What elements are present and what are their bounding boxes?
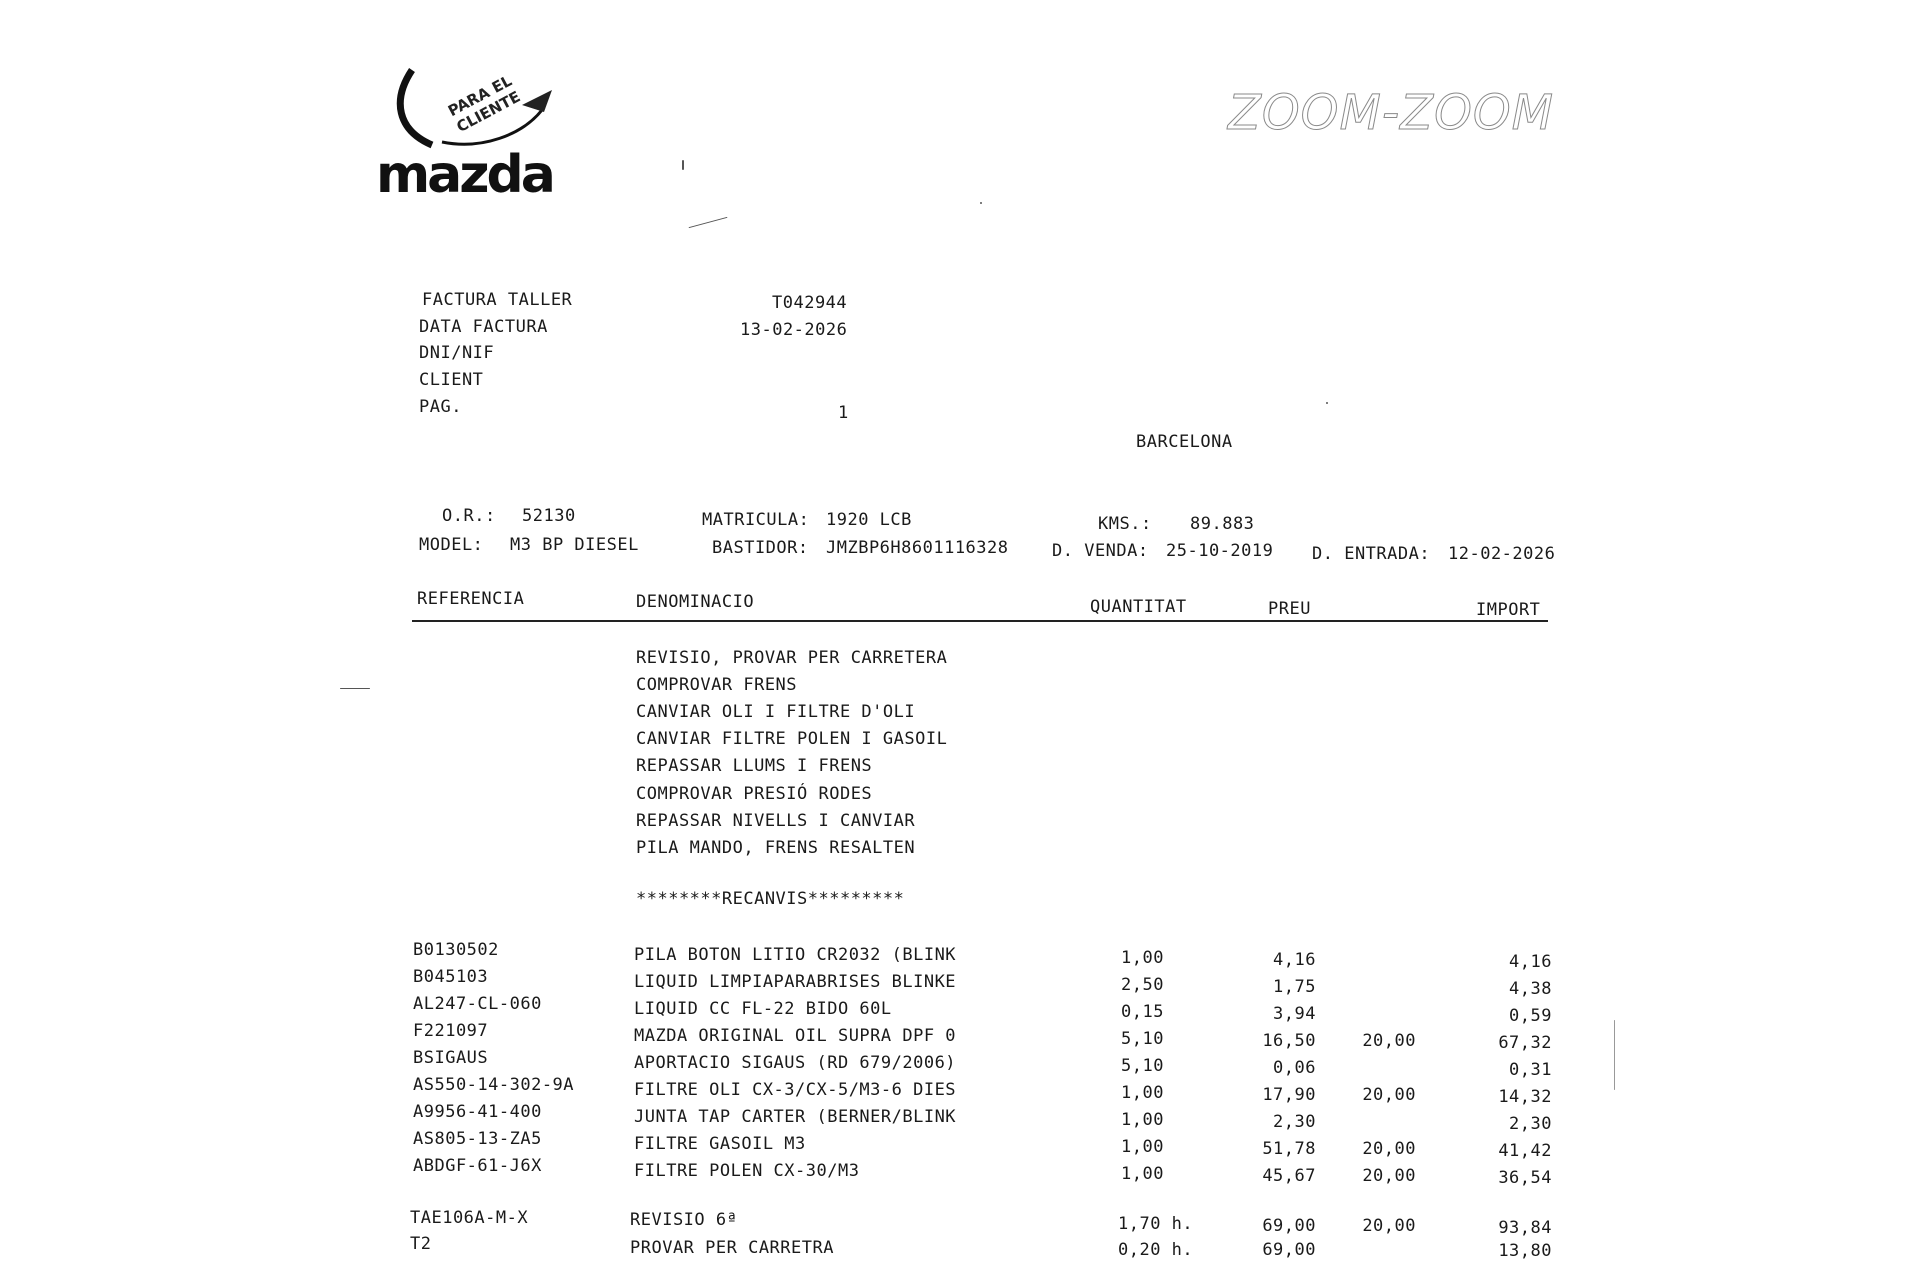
data-factura-label: DATA FACTURA	[419, 317, 548, 337]
row-ref: A9956-41-400	[413, 1102, 542, 1122]
matricula-label: MATRICULA:	[702, 510, 810, 530]
row-amount: 13,80	[1498, 1241, 1552, 1261]
row-price: 3,94	[1273, 1004, 1316, 1024]
row-desc: FILTRE OLI CX-3/CX-5/M3-6 DIES	[634, 1080, 957, 1100]
row-price: 1,75	[1273, 977, 1316, 997]
row-desc: REVISIO 6ª	[630, 1210, 738, 1230]
model-value: M3 BP DIESEL	[510, 535, 639, 555]
factura-number: T042944	[772, 293, 848, 313]
data-factura-value: 13-02-2026	[740, 320, 848, 340]
row-qty: 2,50	[1121, 975, 1164, 995]
row-price: 2,30	[1273, 1112, 1316, 1132]
row-qty: 5,10	[1121, 1056, 1164, 1076]
row-qty: 5,10	[1121, 1029, 1164, 1049]
row-disc: 20,00	[1362, 1139, 1416, 1159]
row-amount: 2,30	[1509, 1114, 1552, 1134]
model-label: MODEL:	[419, 535, 484, 555]
entrada-label: D. ENTRADA:	[1312, 544, 1431, 564]
kms-label: KMS.:	[1098, 514, 1152, 534]
row-disc: 20,00	[1362, 1216, 1416, 1236]
row-qty: 0,20 h.	[1118, 1240, 1194, 1260]
row-ref: B045103	[413, 967, 489, 987]
description-line: COMPROVAR FRENS	[636, 675, 798, 695]
row-ref: AS805-13-ZA5	[413, 1129, 542, 1149]
description-line: CANVIAR OLI I FILTRE D'OLI	[636, 702, 916, 722]
row-ref: BSIGAUS	[413, 1048, 489, 1068]
row-disc: 20,00	[1362, 1166, 1416, 1186]
row-qty: 1,00	[1121, 1137, 1164, 1157]
row-price: 51,78	[1262, 1139, 1316, 1159]
row-amount: 36,54	[1498, 1168, 1552, 1188]
row-qty: 0,15	[1121, 1002, 1164, 1022]
description-line: REPASSAR LLUMS I FRENS	[636, 756, 873, 776]
row-price: 45,67	[1262, 1166, 1316, 1186]
row-ref: T2	[410, 1234, 432, 1254]
row-ref: TAE106A-M-X	[410, 1208, 529, 1228]
row-desc: MAZDA ORIGINAL OIL SUPRA DPF 0	[634, 1026, 957, 1046]
row-price: 69,00	[1262, 1216, 1316, 1236]
matricula-value: 1920 LCB	[826, 510, 912, 530]
description-line: CANVIAR FILTRE POLEN I GASOIL	[636, 729, 948, 749]
row-price: 69,00	[1262, 1240, 1316, 1260]
venda-label: D. VENDA:	[1052, 541, 1149, 561]
col-quantitat: QUANTITAT	[1090, 597, 1187, 617]
row-disc: 20,00	[1362, 1031, 1416, 1051]
city: BARCELONA	[1136, 432, 1233, 452]
row-ref: B0130502	[413, 940, 499, 960]
recanvis-header: ********RECANVIS*********	[636, 889, 905, 909]
para-el-cliente-stamp: PARA EL CLIENTE	[445, 71, 524, 136]
bastidor-label: BASTIDOR:	[712, 538, 809, 558]
bastidor-value: JMZBP6H8601116328	[826, 538, 1009, 558]
row-ref: F221097	[413, 1021, 489, 1041]
row-desc: FILTRE GASOIL M3	[634, 1134, 806, 1154]
col-preu: PREU	[1268, 599, 1311, 619]
entrada-value: 12-02-2026	[1448, 544, 1556, 564]
row-amount: 0,31	[1509, 1060, 1552, 1080]
zoom-zoom-slogan: ZOOM-ZOOM	[1228, 85, 1555, 141]
mazda-logo	[372, 60, 602, 205]
col-import: IMPORT	[1476, 600, 1541, 620]
row-qty: 1,00	[1121, 1083, 1164, 1103]
header-rule	[412, 620, 1548, 622]
row-desc: LIQUID LIMPIAPARABRISES BLINKE	[634, 972, 957, 992]
or-label: O.R.:	[442, 506, 496, 526]
pag-label: PAG.	[419, 397, 462, 417]
row-qty: 1,00	[1121, 1110, 1164, 1130]
row-qty: 1,70 h.	[1118, 1214, 1194, 1234]
row-ref: ABDGF-61-J6X	[413, 1156, 542, 1176]
row-amount: 93,84	[1498, 1218, 1552, 1238]
row-amount: 4,16	[1509, 952, 1552, 972]
row-desc: LIQUID CC FL-22 BIDO 60L	[634, 999, 892, 1019]
client-label: CLIENT	[419, 370, 484, 390]
row-qty: 1,00	[1121, 1164, 1164, 1184]
row-price: 4,16	[1273, 950, 1316, 970]
row-amount: 0,59	[1509, 1006, 1552, 1026]
venda-value: 25-10-2019	[1166, 541, 1274, 561]
row-amount: 14,32	[1498, 1087, 1552, 1107]
description-line: COMPROVAR PRESIÓ RODES	[636, 784, 873, 804]
row-qty: 1,00	[1121, 948, 1164, 968]
row-desc: APORTACIO SIGAUS (RD 679/2006)	[634, 1053, 957, 1073]
row-amount: 4,38	[1509, 979, 1552, 999]
row-desc: PILA BOTON LITIO CR2032 (BLINK	[634, 945, 957, 965]
row-amount: 41,42	[1498, 1141, 1552, 1161]
row-desc: FILTRE POLEN CX-30/M3	[634, 1161, 860, 1181]
row-price: 17,90	[1262, 1085, 1316, 1105]
row-desc: PROVAR PER CARRETRA	[630, 1238, 834, 1258]
page-number: 1	[838, 403, 849, 423]
description-line: PILA MANDO, FRENS RESALTEN	[636, 838, 916, 858]
or-value: 52130	[522, 506, 576, 526]
row-disc: 20,00	[1362, 1085, 1416, 1105]
factura-taller-label: FACTURA TALLER	[422, 290, 573, 310]
kms-value: 89.883	[1190, 514, 1255, 534]
mazda-wordmark: mazda	[376, 145, 553, 205]
row-amount: 67,32	[1498, 1033, 1552, 1053]
row-ref: AL247-CL-060	[413, 994, 542, 1014]
row-price: 16,50	[1262, 1031, 1316, 1051]
row-price: 0,06	[1273, 1058, 1316, 1078]
description-line: REPASSAR NIVELLS I CANVIAR	[636, 811, 916, 831]
description-line: REVISIO, PROVAR PER CARRETERA	[636, 648, 948, 668]
row-desc: JUNTA TAP CARTER (BERNER/BLINK	[634, 1107, 957, 1127]
dni-nif-label: DNI/NIF	[419, 343, 495, 363]
col-referencia: REFERENCIA	[417, 589, 525, 609]
row-ref: AS550-14-302-9A	[413, 1075, 575, 1095]
col-denominacio: DENOMINACIO	[636, 592, 755, 612]
